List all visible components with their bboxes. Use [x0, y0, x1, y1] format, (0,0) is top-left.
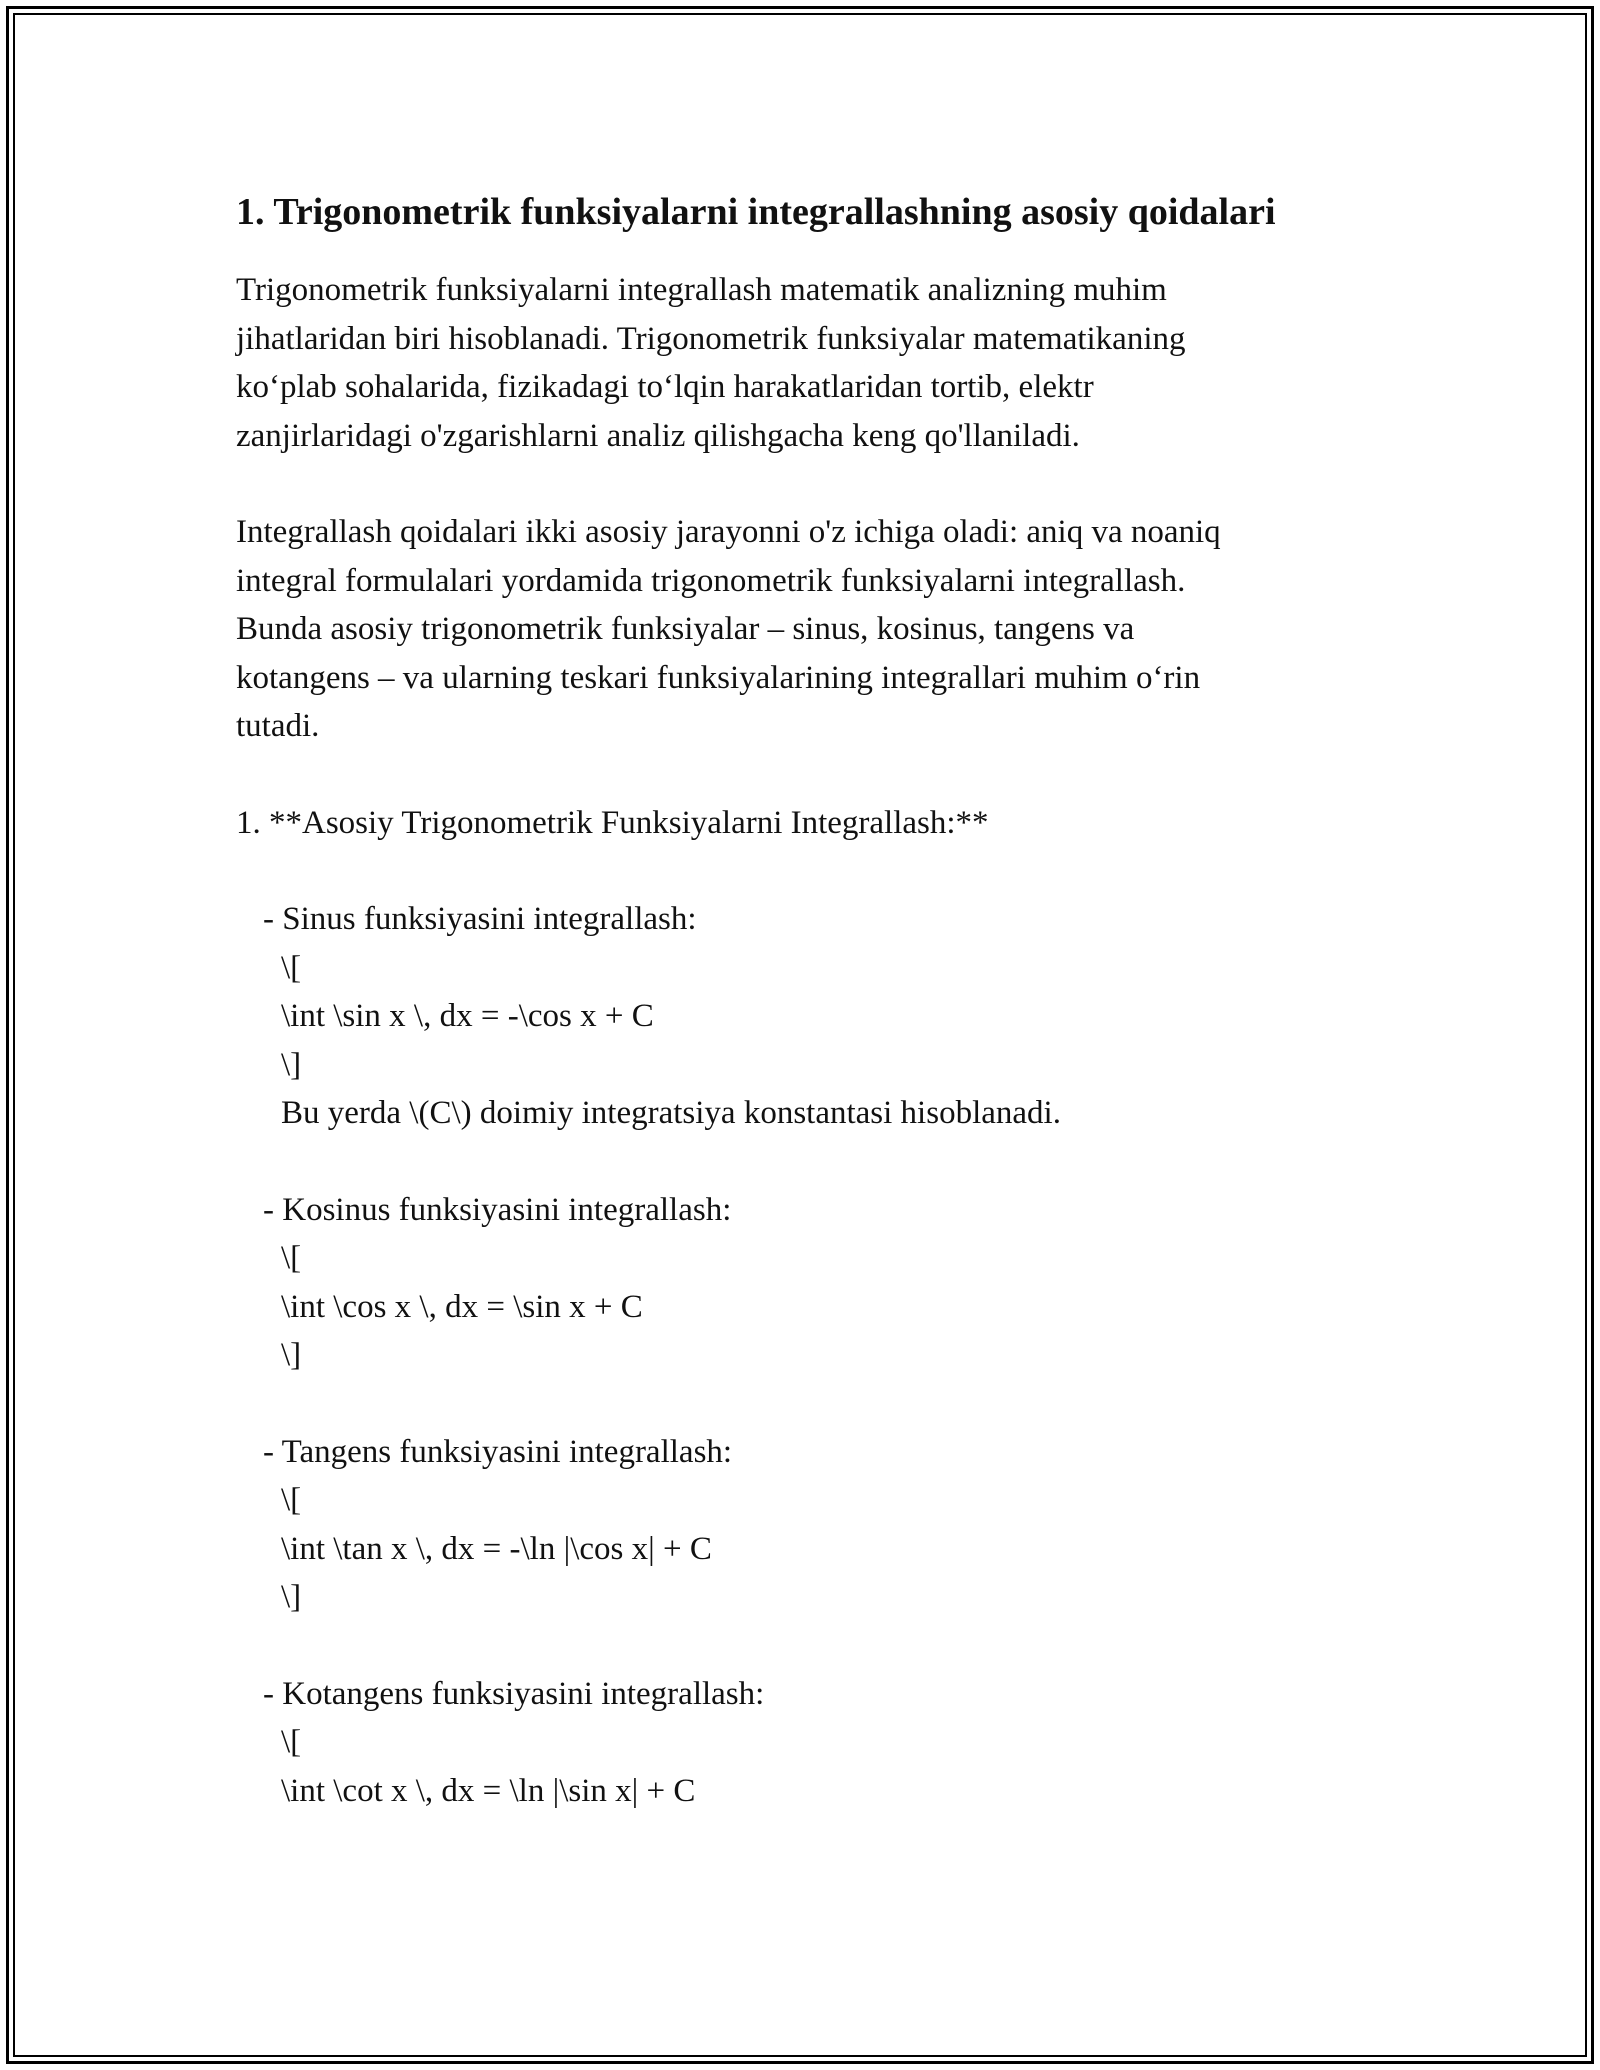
tangens-rule-block [236, 1428, 1366, 1622]
item-title: - Sinus funksiyasini integrallash: [263, 901, 697, 937]
math-formula: \int \cot x \, dx = \ln |\sin x| + C [281, 1772, 696, 1809]
math-open-delimiter: \[ [281, 949, 302, 986]
kotangens-rule-block [236, 1670, 1366, 1816]
list-title: 1. **Asosiy Trigonometrik Funksiyalarni Integrallash:** [236, 804, 989, 841]
math-open-delimiter: \[ [281, 1240, 302, 1276]
math-close-delimiter: \] [281, 1046, 302, 1083]
intro-paragraph: Trigonometrik funksiyalarni integrallash matematik analizning muhim jihatlaridan biri hisoblanadi. Trigonometrik funksiyalar matematikaning ko‘plab sohalarida, fizikadagi to‘lqin harakatlaridan tortib, elektr zanjirlaridagi o'zgarishlarni analiz qilishgacha keng qo'llaniladi. [236, 272, 1186, 454]
kosinus-rule-block [236, 1186, 1366, 1380]
math-close-delimiter: \] [281, 1337, 302, 1373]
math-open-delimiter: \[ [281, 1482, 302, 1518]
math-formula: \int \cos x \, dx = \sin x + C [281, 1288, 643, 1325]
rules-paragraph: Integrallash qoidalari ikki asosiy jarayonni o'z ichiga oladi: aniq va noaniq integral formulalari yordamida trigonometrik funksiyalarni integrallash. Bunda asosiy trigonometrik funksiyalar – sinus, kosinus, tangens va kotangens – va ularning teskari funksiyalarining integrallari muhim o‘rin tutadi. [236, 514, 1221, 744]
formula-note: Bu yerda \(C\) doimiy integratsiya konstantasi hisoblanadi. [281, 1095, 1061, 1131]
section-heading: 1. Trigonometrik funksiyalarni integrallashning asosiy qoidalari [236, 191, 1276, 233]
document-body [236, 185, 1366, 1815]
math-formula: \int \sin x \, dx = -\cos x + C [281, 998, 654, 1034]
math-formula: \int \tan x \, dx = -\ln |\cos x| + C [281, 1530, 712, 1567]
sinus-rule-block [236, 895, 1366, 1138]
math-close-delimiter: \] [281, 1579, 302, 1615]
item-title: - Kosinus funksiyasini integrallash: [263, 1191, 732, 1228]
item-title: - Kotangens funksiyasini integrallash: [263, 1675, 765, 1712]
item-title: - Tangens funksiyasini integrallash: [263, 1433, 733, 1470]
math-open-delimiter: \[ [281, 1724, 302, 1760]
